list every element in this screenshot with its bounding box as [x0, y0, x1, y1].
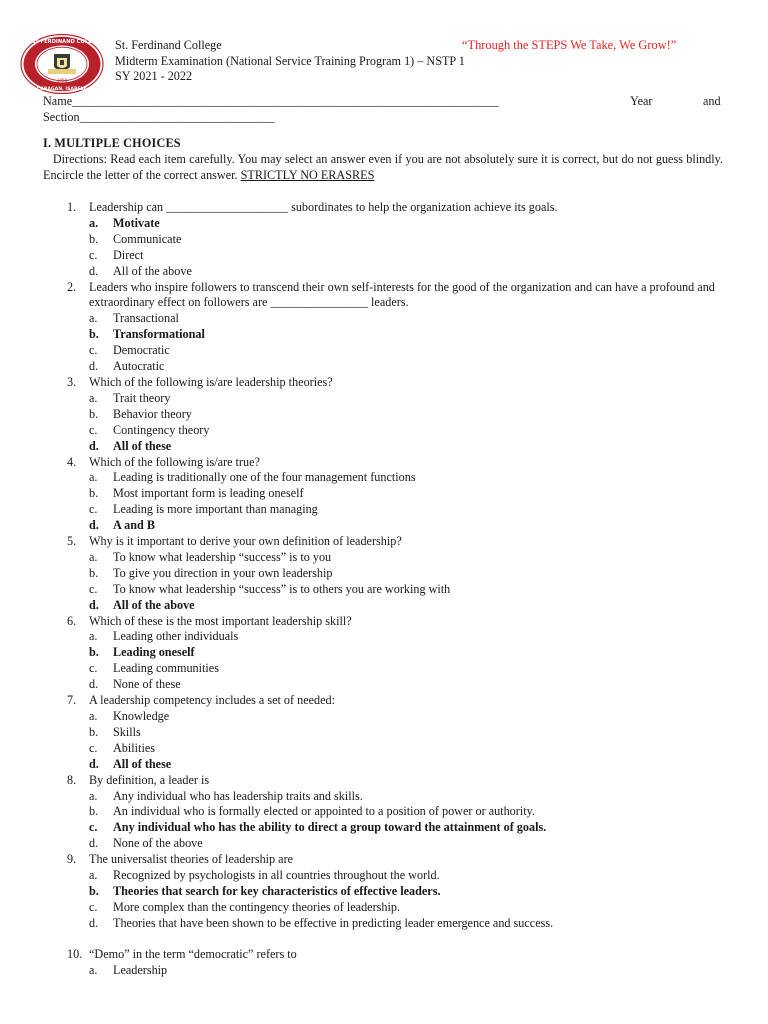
answer-option-correct[interactable] [43, 645, 725, 661]
section-label: Section [43, 110, 80, 124]
question-stem: The universalist theories of leadership are [89, 852, 294, 867]
question-item [43, 614, 725, 694]
question-number: 8. [67, 772, 77, 787]
exam-title: Midterm Examination (National Service Training Program 1) – NSTP 1 [115, 53, 465, 68]
option-text: Recognized by psychologists in all countries throughout the world. [113, 868, 440, 883]
answer-option-correct[interactable] [43, 884, 725, 900]
option-text: Most important form is leading oneself [113, 486, 304, 501]
answer-option[interactable] [43, 900, 725, 916]
answer-option[interactable] [43, 423, 725, 439]
question-stem: “Demo” in the term “democratic” refers to [89, 946, 297, 961]
answer-options [43, 629, 725, 693]
answer-options [43, 709, 725, 773]
option-letter[interactable]: c. [89, 581, 98, 596]
answer-option[interactable] [43, 566, 725, 582]
option-text: Any individual who has the ability to direct a group toward the attainment of goals. [113, 820, 547, 835]
option-letter[interactable]: c. [89, 899, 98, 914]
option-text: Transformational [113, 327, 205, 342]
option-letter[interactable]: b. [89, 327, 99, 342]
question-item [43, 200, 725, 280]
answer-option[interactable] [43, 789, 725, 805]
answer-option[interactable] [43, 502, 725, 518]
option-letter[interactable]: c. [89, 502, 98, 517]
name-field-row [43, 94, 723, 110]
and-label: and [703, 94, 721, 108]
option-text: Theories that have been shown to be effective in predicting leader emergence and success. [113, 915, 554, 930]
option-text: None of the above [113, 836, 203, 851]
question-stem: Which of the following is/are true? [89, 454, 260, 469]
answer-option[interactable] [43, 916, 725, 932]
directions-text: Directions: Read each item carefully. You may select an answer even if you are not absolutely sure it is correct, but do not guess blindly. Encircle the letter of the correct answer. [43, 152, 724, 182]
answer-options [43, 789, 725, 853]
question-number: 6. [67, 613, 77, 628]
option-text: Abilities [113, 740, 155, 755]
answer-option[interactable] [43, 582, 725, 598]
question-item [43, 693, 725, 773]
option-text: None of these [113, 677, 181, 692]
option-text: Any individual who has leadership traits and skills. [113, 788, 363, 803]
answer-option[interactable] [43, 343, 725, 359]
question-number: 5. [67, 534, 77, 549]
question-stem: Which of these is the most important leadership skill? [89, 613, 352, 628]
school-year: SY 2021 - 2022 [115, 69, 193, 83]
option-text: Leading other individuals [113, 629, 239, 644]
option-text: Democratic [113, 343, 170, 358]
question-number: 7. [67, 693, 77, 708]
answer-option-correct[interactable] [43, 439, 725, 455]
section-blank-line[interactable]: ________________________________ [79, 110, 275, 124]
svg-text:SAINT FERDINAND COLLEGE: SAINT FERDINAND COLLEGE [21, 39, 103, 45]
option-text: To know what leadership “success” is to you [113, 549, 332, 564]
question-number: 10. [67, 946, 83, 961]
option-text: A and B [113, 518, 156, 533]
year-label: Year [630, 94, 653, 108]
question-number: 3. [67, 374, 77, 389]
option-text: All of the above [113, 597, 195, 612]
option-letter[interactable]: b. [89, 406, 99, 421]
directions-paragraph [43, 152, 723, 184]
option-letter[interactable]: a. [89, 868, 98, 883]
answer-option[interactable] [43, 311, 725, 327]
option-letter[interactable]: b. [89, 883, 99, 898]
question-number: 2. [67, 279, 77, 294]
answer-option[interactable] [43, 550, 725, 566]
answer-option[interactable] [43, 232, 725, 248]
answer-option[interactable] [43, 629, 725, 645]
school-name: St. Ferdinand College [115, 38, 222, 52]
option-text: Leading is traditionally one of the four management functions [113, 470, 416, 485]
answer-options [43, 868, 725, 932]
option-letter[interactable]: d. [89, 438, 99, 453]
option-text: Skills [113, 724, 141, 739]
question-item [43, 455, 725, 535]
answer-option[interactable] [43, 804, 725, 820]
option-text: Autocratic [113, 359, 165, 374]
option-text: Motivate [113, 215, 160, 230]
answer-options [43, 963, 725, 979]
question-stem: Leaders who inspire followers to transcend their own self-interests for the good of the organization and can have a profound and extraordinary effect on followers are ________________ leaders. [89, 279, 715, 310]
option-letter[interactable]: b. [89, 724, 99, 739]
question-item [43, 773, 725, 853]
svg-text:1958: 1958 [56, 78, 68, 83]
answer-option-correct[interactable] [43, 518, 725, 534]
option-letter[interactable]: c. [89, 661, 98, 676]
question-stem: Leadership can ____________________ subordinates to help the organization achieve its goals. [89, 200, 558, 214]
answer-option-correct[interactable] [43, 757, 725, 773]
option-letter[interactable]: d. [89, 756, 99, 771]
college-seal-logo [20, 34, 104, 94]
option-text: Trait theory [113, 390, 171, 405]
answer-option[interactable] [43, 486, 725, 502]
answer-option[interactable] [43, 741, 725, 757]
option-letter[interactable]: b. [89, 231, 99, 246]
question-number: 9. [67, 852, 77, 867]
section-field-row [43, 110, 275, 126]
name-label: Name [43, 94, 73, 108]
option-letter[interactable]: c. [89, 740, 98, 755]
answer-option[interactable] [43, 836, 725, 852]
answer-option[interactable] [43, 264, 725, 280]
part-title: I. MULTIPLE CHOICES [43, 136, 181, 150]
answer-option[interactable] [43, 359, 725, 375]
school-motto: “Through the STEPS We Take, We Grow!” [462, 38, 677, 52]
option-text: Knowledge [113, 709, 170, 723]
answer-option-correct[interactable] [43, 327, 725, 343]
question-number: 4. [67, 454, 77, 469]
option-text: Behavior theory [113, 406, 192, 421]
option-text: An individual who is formally elected or appointed to a position of power or authority. [113, 804, 535, 819]
option-letter[interactable]: d. [89, 597, 99, 612]
option-letter[interactable]: b. [89, 565, 99, 580]
option-letter[interactable]: a. [89, 470, 98, 485]
answer-option[interactable] [43, 661, 725, 677]
option-text: Leading communities [113, 661, 219, 676]
option-text: To know what leadership “success” is to others you are working with [113, 581, 451, 596]
option-text: Leading is more important than managing [113, 502, 318, 517]
answer-options [43, 311, 725, 375]
answer-option[interactable] [43, 470, 725, 486]
option-letter[interactable]: d. [89, 359, 99, 374]
option-letter[interactable]: d. [89, 915, 99, 930]
option-letter[interactable]: c. [89, 422, 98, 437]
question-stem: A leadership competency includes a set of needed: [89, 693, 336, 708]
option-letter[interactable]: b. [89, 486, 99, 501]
answer-options [43, 550, 725, 614]
option-text: Leadership [113, 962, 168, 977]
option-letter[interactable]: a. [89, 962, 98, 977]
option-letter[interactable]: a. [89, 549, 98, 564]
answer-option[interactable] [43, 248, 725, 264]
question-list [43, 200, 725, 979]
answer-option[interactable] [43, 963, 725, 979]
option-letter[interactable]: d. [89, 263, 99, 278]
header-text-block [115, 38, 465, 85]
option-text: All of these [113, 756, 172, 771]
question-item [43, 852, 725, 932]
option-text: Communicate [113, 231, 182, 246]
option-letter[interactable]: a. [89, 215, 99, 230]
question-stem: By definition, a leader is [89, 772, 210, 787]
question-item [43, 375, 725, 455]
option-text: Theories that search for key characteristics of effective leaders. [113, 883, 441, 898]
option-letter[interactable]: b. [89, 804, 99, 819]
question-number: 1. [67, 200, 77, 214]
option-letter[interactable]: c. [89, 820, 98, 835]
option-text: All of these [113, 438, 172, 453]
option-text: Contingency theory [113, 422, 210, 437]
answer-option[interactable] [43, 868, 725, 884]
option-letter[interactable]: c. [89, 247, 98, 262]
answer-option[interactable] [43, 709, 725, 725]
option-letter[interactable]: d. [89, 518, 99, 533]
answer-option-correct[interactable] [43, 820, 725, 836]
answer-option[interactable] [43, 677, 725, 693]
question-item [43, 534, 725, 614]
answer-option[interactable] [43, 725, 725, 741]
option-text: More complex than the contingency theories of leadership. [113, 899, 400, 914]
option-letter[interactable]: a. [89, 788, 98, 803]
option-letter[interactable]: a. [89, 311, 98, 326]
option-letter[interactable]: d. [89, 836, 99, 851]
option-text: Direct [113, 247, 144, 262]
answer-option[interactable] [43, 391, 725, 407]
option-text: Transactional [113, 311, 179, 326]
option-letter[interactable]: a. [89, 629, 98, 644]
answer-option-correct[interactable] [43, 598, 725, 614]
question-item [43, 947, 725, 979]
option-letter[interactable]: c. [89, 343, 98, 358]
option-text: Leading oneself [113, 645, 195, 660]
name-blank-line[interactable]: ______________________________________________________________________ [72, 94, 499, 108]
option-text: To give you direction in your own leadership [113, 565, 333, 580]
question-stem: Which of the following is/are leadership theories? [89, 374, 333, 389]
option-letter[interactable]: a. [89, 390, 98, 405]
option-letter[interactable]: d. [89, 677, 99, 692]
answer-options [43, 391, 725, 455]
question-stem: Why is it important to derive your own definition of leadership? [89, 534, 402, 549]
strict-note: STRICTLY NO ERASRES [240, 167, 375, 182]
answer-options [43, 216, 725, 280]
option-text: All of the above [113, 263, 192, 278]
option-letter[interactable]: b. [89, 645, 99, 660]
svg-text:CABAGAN, ISABELA: CABAGAN, ISABELA [36, 87, 88, 92]
question-item [43, 280, 725, 375]
answer-option-correct[interactable] [43, 216, 725, 232]
exam-header [20, 34, 750, 94]
answer-option[interactable] [43, 407, 725, 423]
option-letter[interactable]: a. [89, 709, 98, 723]
answer-options [43, 470, 725, 534]
